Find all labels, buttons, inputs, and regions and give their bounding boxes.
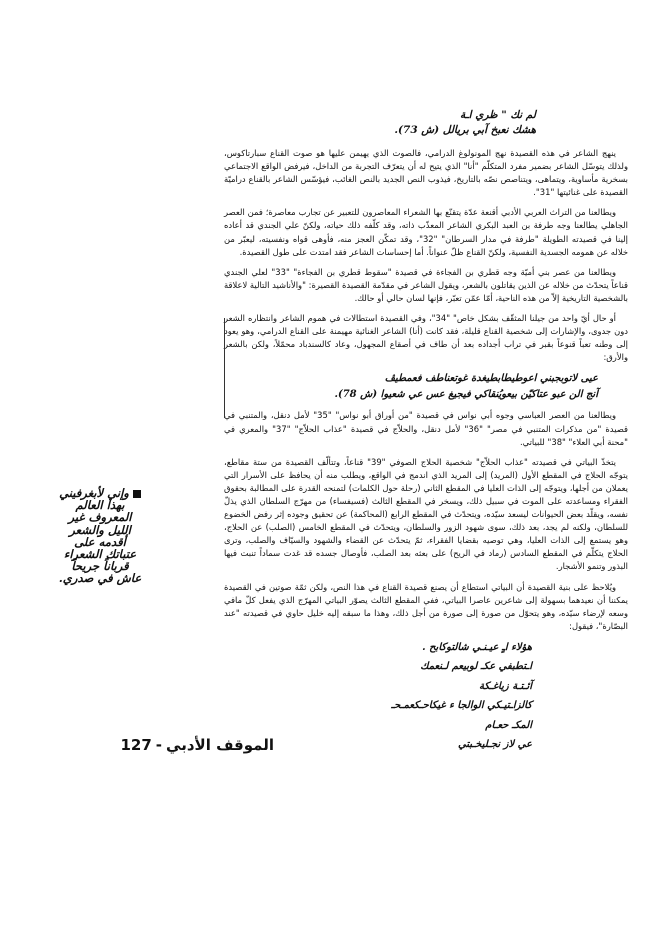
poem-line: اـتطبفي عكـ لوبيعم لـنعمك [420,661,532,673]
poem-block [224,640,628,752]
verse-block [224,371,628,402]
magazine-name: الموقف الأدبي [166,736,274,754]
paragraph: ينهج الشاعر في هذه القصيدة نهج المونولوغ الدرامي، فالصوت الذي يهيمن عليها هو صوت القناع سبارتاكوس، ولذلك يتوسّل الشاعر بضمير مفرد المتكلّم "أنا" الذي يتيح له أن يتعرّف التجربة من الداخل، فيرفض الواقع الاجتماعي بسخرية مأساوية، ويتماهى، ويتناصص نصّه بالتاريخ، فيذوب النص الجديد بالنص الغائب، فيؤسّس الشاعر بالقناع دراميّة القصيدة على غنائيتها "31". [224,148,628,198]
poem-line: كالزاـتيـكي الوالجا ء غيكاحـكعمـحـ [391,700,532,712]
paragraph: أو حال أيّ واحد من جيلنا المثقّف بشكل خاص" "34"، وفي القصيدة استطالات في هموم الشاعر وانتظاره الشعر دون جدوى، والإشارات إلى شخصية القناع قليلة، فقد كانت (أنا) الشاعر الغنائية مهيمنة على القناع الدرامي، وهو يعود إلى وطنه تعباً قنوعاً بقبر في تراب أجداده بعد أن طاف في أصقاع المجهول، وعاد كالسندباد محمّلاً، ولكن بالشعر والأرق: [224,313,628,363]
poem-line: المكـ حعـام [485,719,532,731]
page-footer [120,736,274,754]
page-number: 127 [120,736,152,754]
side-pull-quote [58,487,142,585]
verse-line: آنج الن عبو عتاكيّن بيعويُنقاكي فيجيغ عس عي شعيوا (ش 78). [334,389,598,401]
pull-quote-text: وإني لأبغرفيني بهذا العالم المعروف غير الليل والشعر أقدمه على عتباتك الشعراء قرباناً جريحاً عاش في صدري. [58,486,142,586]
column-divider [224,318,225,418]
footer-separator: - [155,736,163,754]
main-column [224,108,628,756]
header-verse-1: لم نك " ظري اـة [459,109,536,121]
poem-line: هؤلاء اـٍ عيـنـي شالتوكابح . [422,641,532,653]
paragraph: ويطالعنا من عصر بني أميّة وجه قطري بن الفجاءة في قصيدة "سقوط قطري بن الفجاءة" "33" لعلي الجندي قناعاً يتحدّث من خلاله عن الذين يقاتلون بالشعر، ويقول الشاعر في مقدّمة القصيدة القصيرة: "والأناشيد التالية لاعلاقة بالشخصية التاريخية إلاّ من هذه الناحية، أمّا عمّن تعبّر، فإنها لسان حالي أو حالك. [224,266,628,303]
verse-line: عيى لاتوبجبني اعوطيطابطيغدة غوتعناطف فعمطيڤ [384,373,598,385]
poem-line: آئـتـة زياغـكة [479,680,532,692]
poem-line: عي لاز نجـليخـبتي [457,738,532,750]
paragraph: ويُلاحظ على بنية القصيدة أن البياتي استطاع أن يصنع قصيدة القناع في هذا النص، ولكن ثمّة صوتين في القصيدة يمكننا أن نعيدهما بسهولة إلى شاعرين عاصرا البياتي، ففي المقطع الثالث يصوّر البياتي المهرّج الذي يفعل كلّ مافي وسعه لإرضاء سيّده، وهو يتحوّل من صورة إلى صورة من أجل ذلك، وهذا ما سبقه إليه خليل حاوي في قصيدته "عند البصّارة"، فيقول: [224,581,628,631]
paragraph: يتخذّ البياتي في قصيدته "عذاب الحلاّج" شخصية الحلاج الصوفي "39" قناعاً، وتتألّف القصيدة من ستة مقاطع، يتوجّه الحلاج في المقطع الأول (المريد) إلى المريد الذي اندمج في الواقع، ويطلب منه أن يحافظ على الأسرار التي يعملان من أجلها، ويتوجّه إلى الذات العليا في المقطع الثاني (رحلة حول الكلمات) لتمنحه القدرة على المطالبة بحقوق الفقراء ومساعدته على الموت في سبيل ذلك، ويسخر في المقطع الثالث (فسيفساء) من مهرّج السلطان الذي يذلّ نفسه، ويقلّد بعض الحيوانات ليسعد سيّده، ويتحدّث في المقطع الرابع (المحاكمة) عن تحقيق وجوده إثر رفض الخضوع للسلطان، ولكنه لم يجد، بعد ذلك، سوى شهود الزور والسلطان، ويتحدّث في المقطع الخامس (الصلب) عن الحلاج، وهو يستمع إلى الذات العليا، وهي توصيه بقضايا الفقراء، ثمّ يتحدّث عن القضاء والشهود والسيّاف والصلب، وترى الحلاج يتكلّم في المقطع السادس (رماد في الريح) على بعثه بعد الصلب، فأوصال جسده قد غدت سماداً تنبت فيها البذور وتنمو الأشجار. [224,456,628,572]
header-verse-2: هشك نعبخ آبي بريالل (ش 73). [394,124,536,136]
paragraph: ويطالعنا من العصر العباسي وجوه أبي نواس في قصيدة "من أوراق أبو نواس" "35" لأمل دنقل، والمتنبي في قصيدة "من مذكرات المتنبي في مصر" "36" لأمل دنقل، والحلاّج في قصيدة "عذاب الحلاّج" "37" والمعري في "محنة أبي العلاء" "38" للبياتي. [224,410,628,447]
square-bullet-icon [133,490,141,498]
paragraph: ويطالعنا من التراث العربي الأدبي أقنعة عدّة يتقنّع بها الشعراء المعاصرون للتعبير عن تجارب معاصرة؛ فمن العصر الجاهلي يطالعنا وجه طرفة بن العبد البكري الشاعر المعذّب ذاته، وقد كلّفه ذلك حياته، ولكنّ علي الجندي قد أعاده إلينا في قصيدته الطويلة "طرفة في مدار السرطان" "32"، وقد تمكّن العجز منه، فأوهى قواه ونفسيته، ليعبّر من خلاله عن همومه الجسدية النفسية، ولكنّ القناع ظلّ عنواناً. أما إحساسات الشاعر فقد امتدت على طول القصيدة. [224,207,628,257]
